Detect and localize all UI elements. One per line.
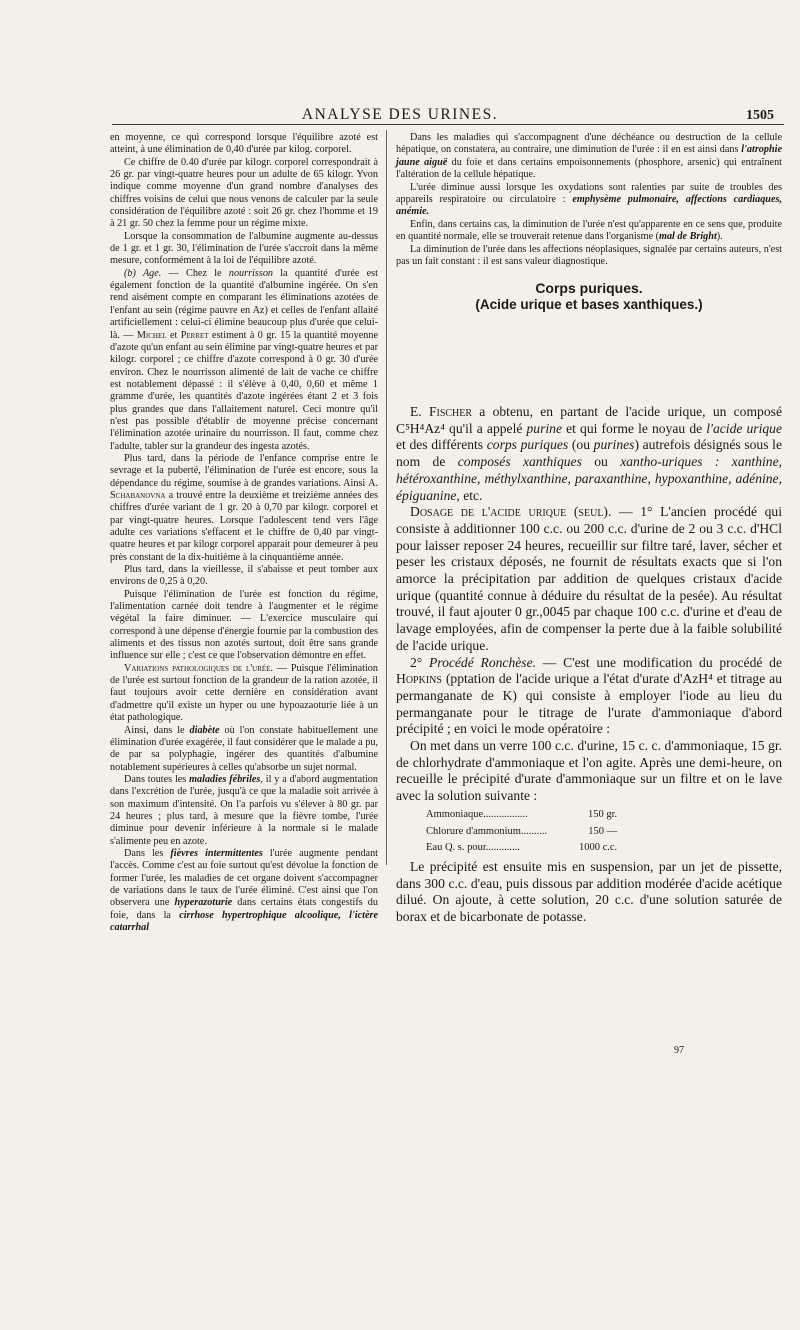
signature-mark: 97 xyxy=(674,1045,684,1056)
recipe-item: Ammoniaque................. xyxy=(426,808,528,820)
text: et des différents xyxy=(396,437,487,453)
paragraph xyxy=(396,132,782,182)
section-label: Variations pathologiques de l'urée. xyxy=(124,662,273,674)
paragraph-fischer xyxy=(396,404,782,504)
text: où l'on constate habituellement une élimination d'urée exagérée, il faut considérer que le malade a pu, de par sa polyphagie, ingérer des quantités d'albumine notablement supérieures à celles qu'absorbe un sujet normal. xyxy=(110,724,378,773)
text: 2° xyxy=(410,654,429,670)
text: et qui forme le noyau de xyxy=(562,420,707,436)
text: — C'est une modification du procédé de xyxy=(536,654,782,670)
paragraph xyxy=(110,453,378,564)
paragraph xyxy=(396,219,782,244)
author-name: Michel xyxy=(136,329,167,341)
text: estiment à 0 gr. 15 la quantité moyenne d'azote qu'un enfant au sein élimine par vingt-quatre heures et par kilogr. corporel ; ce chiffre d'azote correspond à 0 gr. 30 d'urée environ. Chez le nourrisson alimenté de lait de vache ce chiffre est notablement dépassé : il s'élève à 0,40, 0,60 et même 1 gramme d'urée, les quantités d'azote ingérées étant 2 et 3 fois plus grandes que dans l'allaitement naturel. Ceci montre qu'il n'est pas possible d'établir de moyenne précise concernant l'élimination azotée urinaire du nourrisson. Il faut, comme chez l'adulte, tabler sur la grandeur des ingesta azotés. xyxy=(110,329,378,452)
paragraph: La diminution de l'urée dans les affections néoplasiques, signalée par certains auteurs, n'est pas un fait constant : il est sans valeur diagnostique. xyxy=(396,243,782,268)
text: Ainsi, dans le xyxy=(124,724,190,736)
emphasis: mal de Bright xyxy=(659,231,717,243)
recipe-table xyxy=(426,807,621,857)
emphasis: purine xyxy=(526,420,562,436)
paragraph-dosage xyxy=(396,504,782,654)
recipe-qty: 150 — xyxy=(588,825,618,837)
recipe-qty: 1000 c.c. xyxy=(578,842,618,854)
paragraph-ronchese xyxy=(396,655,782,739)
section-subheading: (Acide urique et bases xanthiques.) xyxy=(475,296,703,312)
text: et xyxy=(166,329,181,341)
emphasis: corps puriques xyxy=(486,437,569,453)
paragraph-age xyxy=(110,268,378,453)
emphasis: l'atrophie jaune aiguë xyxy=(396,144,782,168)
paragraph: Puisque l'élimination de l'urée est fonction du régime, l'alimentation carnée doit tendre à l'augmenter et le régime végétal la faire diminuer. — L'exercice musculaire qui correspond à une dépense d'énergie fournie par la combustion des aliments et des tissus non azotés surtout, doit être sans grande influence sur elle ; c'est ce que l'observation démontre en effet. xyxy=(110,588,378,662)
recipe-qty: 150 gr. xyxy=(588,808,618,820)
emphasis: l'acide urique xyxy=(706,420,783,436)
section-label: Procédé Ronchèse. xyxy=(428,654,536,670)
text: la quantité d'urée est également fonction de la quantité d'albumine ingérée. On s'en rend aisément compte en comparant les éliminations azotées de l'enfant au sein (régime pauvre en Az) et celles de l'enfant allaité artificiellement : celui-ci élimine beaucoup plus d'urée que celui-là. — xyxy=(110,267,378,341)
recipe-item: Chlorure d'ammonium.......... xyxy=(426,825,548,837)
paragraph: Le précipité est ensuite mis en suspension, par un jet de pissette, dans 300 c.c. d'eau, puis dissous par addition modérée d'acide acétique dilué. On ajoute, à cette solution, 20 c.c. d'une solution saturée de borax et de bicarbonate de potasse. xyxy=(396,858,782,925)
text: L'urée diminue aussi lorsque les oxydations sont ralenties par suite de troubles des appareils respiratoire ou circulatoire : xyxy=(396,181,782,206)
paragraph-pathology xyxy=(110,663,378,725)
emphasis: purines xyxy=(593,437,635,453)
text: — Puisque l'élimination de l'urée est surtout fonction de la grandeur de la ration azotée, il faut toujours avoir cette dernière en considération avant d'admettre qu'il existe un hyper ou une hypoazaoturie liée à un état pathologique. xyxy=(110,662,378,724)
text: — Chez le xyxy=(161,267,229,279)
column-divider xyxy=(386,130,387,865)
emphasis: fièvres intermittentes xyxy=(170,847,263,859)
text: ) autrefois désignés sous le nom de xyxy=(396,437,782,470)
paragraph: On met dans un verre 100 c.c. d'urine, 15 c. c. d'ammoniaque, 15 gr. de chlorhydrate d'ammoniaque et l'on agite. Après une demi-heure, on recueille le précipité d'urate d'ammoniaque sur un filtre et on le lave avec la solution suivante : xyxy=(396,738,782,804)
right-column-main xyxy=(396,404,782,926)
page-header xyxy=(0,106,800,126)
text: dans certains états congestifs du foie, dans la xyxy=(110,897,378,921)
emphasis: maladies fébriles xyxy=(189,773,261,785)
emphasis: emphysème pulmonaire, affections cardiaques, anémie. xyxy=(396,194,782,218)
paragraph xyxy=(396,182,782,219)
recipe-row xyxy=(426,824,621,841)
recipe-row xyxy=(426,840,621,857)
paragraph xyxy=(110,848,378,934)
text: Dans les xyxy=(124,847,171,859)
section-heading: Corps puriques. xyxy=(535,280,643,297)
header-rule xyxy=(112,124,784,125)
running-title: ANALYSE DES URINES. xyxy=(301,106,499,123)
text: Dans toutes les xyxy=(124,773,190,785)
text: , il y a d'abord augmentation dans l'excrétion de l'urée, jusqu'à ce que la maladie soit arrivée à son maximum d'intensité. On l'a parfois vu s'élever à 80 gr. par 24 heures ; plus tard, à mesure que la fièvre tombe, l'urée diminue pour devenir inférieure à la normale si le malade s'alimente peu en azote. xyxy=(110,773,378,847)
page-number: 1505 xyxy=(746,108,774,123)
text: l'urée augmente pendant l'accès. Comme c'est au foie surtout qu'est dévolue la fonction de former l'urée, les maladies de cet organe doivent s'accompagner de variations dans le taux de l'urée éliminé. C'est ainsi que l'on observera une xyxy=(110,847,379,909)
section-label: Dosage de l'acide urique (seul). xyxy=(410,504,612,520)
emphasis: composés xanthiques xyxy=(457,454,582,470)
right-column-top xyxy=(396,132,782,315)
text: (pptation de l'acide urique a l'état d'urate d'AzH⁴ et titrage au permanganate de K) qui consiste à employer l'iode au lieu du permanganate pour le titrage de l'urate d'ammoniaque d'abord précipité ; en voici le mode opératoire : xyxy=(396,671,782,737)
left-column xyxy=(110,132,378,934)
text: ou xyxy=(581,454,621,470)
text: Dans les maladies qui s'accompagnent d'une déchéance ou destruction de la cellule hépatique, on constatera, au contraire, une diminution de l'urée : il en est ainsi dans xyxy=(396,132,782,156)
paragraph xyxy=(110,774,378,848)
text: , etc. xyxy=(456,487,483,503)
recipe-item: Eau Q. s. pour............. xyxy=(426,842,520,854)
text: — 1° L'ancien procédé qui consiste à additionner 100 c.c. ou 200 c.c. d'urine de 2 ou 3 c.c. d'HCl pour laisser reposer 24 heures, recueillir sur filtre taré, laver, sécher et peser les cristaux déposés, ne fournit de résultats exacts que si l'on amorce la précipitation par addition de quelques cristaux d'acide urique (quantité connue à déduire du résultat de la pesée). Au résultat trouvé, il faut ajouter 0 gr.,0045 par chaque 100 c.c. d'urine et d'eau de lavage employées, afin de compenser la perte due à la faible solubilité de l'acide urique. xyxy=(396,504,782,653)
author-name: A. Schabanovna xyxy=(110,477,378,501)
text: ). xyxy=(716,231,723,243)
author-name: Perret xyxy=(180,329,209,341)
emphasis: hyperazoturie xyxy=(174,897,233,909)
paragraph: Lorsque la consommation de l'albumine augmente au-dessus de 1 gr. et 1 gr. 30, l'élimination de l'urée s'accroit dans la même mesure, conformément à la loi de l'équilibre azoté. xyxy=(110,230,378,267)
paragraph: Plus tard, dans la vieillesse, il s'abaisse et peut tomber aux environs de 0,25 à 0,20. xyxy=(110,564,378,588)
author-name: E. Fischer xyxy=(410,404,473,419)
text: du foie et dans certains empoisonnements (phosphore, arsenic) qui entraînent l'altération de la cellule hépatique. xyxy=(396,156,782,181)
emphasis: nourrisson xyxy=(228,267,274,279)
recipe-row xyxy=(426,807,621,824)
paragraph: Ce chiffre de 0.40 d'urée par kilogr. corporel correspondrait à 26 gr. par vingt-quatre heures pour un adulte de 65 kilogr. Yvon indique comme moyenne d'un grand nombre d'analyses des chiffres voisins de celui que nous venons de calculer par la seule considération de l'équilibre azoté : soit 26 gr. chez l'homme et 19 à 21 gr. 50 chez la femme pour un régime mixte. xyxy=(110,156,378,230)
text: (ou xyxy=(568,437,594,453)
text: Enfin, dans certains cas, la diminution de l'urée n'est qu'apparente en ce sens que, produite en quantité normale, elle se trouverait retenue dans l'organisme ( xyxy=(396,218,782,243)
section-label: (b) Age. xyxy=(124,267,162,279)
emphasis: xantho-uriques : xanthine, hétéroxanthine, méthylxanthine, paraxanthine, hypoxanthine, adénine, épiguanine xyxy=(396,454,783,503)
text: a trouvé entre la deuxième et treizième années des chiffres d'urée variant de 1 gr. 20 à 0,70 par kilogr. corporel et par vingt-quatre heures. Lorsque l'adolescent tend vers l'âge adulte ces variations s'effacent et le chiffre de 0,40 par vingt-quatre heures et par kilogr corporel apparait pour demeurer à peu près constant de la dix-huitième à la cinquantième année. xyxy=(110,489,378,563)
emphasis: cirrhose hypertrophique alcoolique, l'ictère catarrhal xyxy=(110,909,378,933)
text: a obtenu, en partant de l'acide urique, un composé C⁵H⁴Az⁴ qu'il a appelé xyxy=(396,404,782,436)
paragraph: en moyenne, ce qui correspond lorsque l'équilibre azoté est atteint, à une élimination de 0,40 d'urée par kilog. corporel. xyxy=(110,132,378,156)
emphasis: diabète xyxy=(189,724,220,736)
paragraph xyxy=(110,725,378,774)
author-name: Hopkins xyxy=(396,671,442,687)
text: Plus tard, dans la période de l'enfance comprise entre le sevrage et la puberté, l'élimination de l'urée est encore, sous la dépendance du régime, soumise à de grandes variations. Ainsi xyxy=(110,452,378,489)
